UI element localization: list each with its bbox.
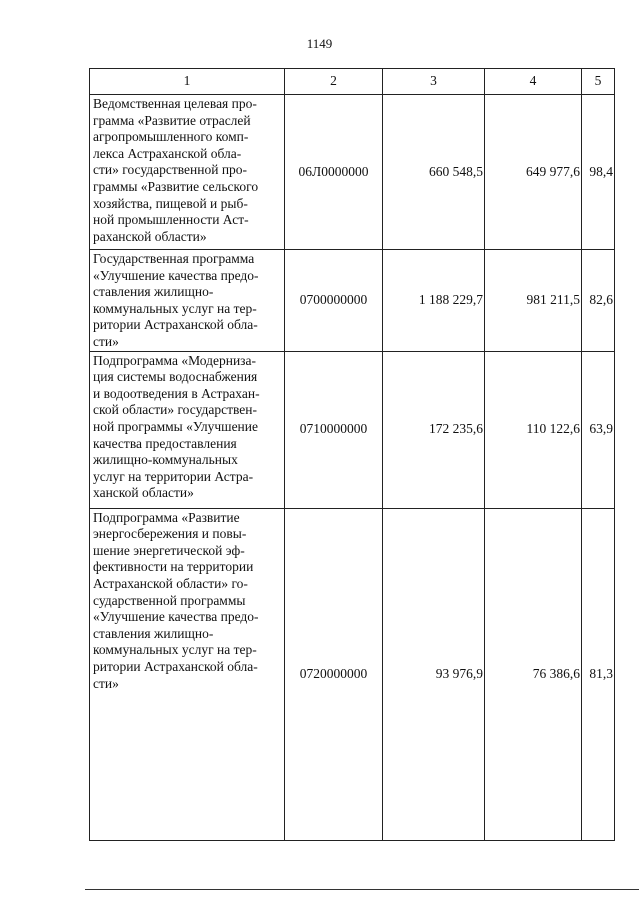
program-name-line: энергосбережения и повы-: [93, 526, 247, 542]
program-name-line: ритории Астраханской обла-: [93, 317, 258, 333]
program-name-line: граммы «Развитие сельского: [93, 178, 259, 194]
program-name-line: Астраханской области» го-: [93, 575, 248, 591]
program-code-cell: 0720000000: [285, 508, 383, 840]
program-code-cell: 06Л0000000: [285, 95, 383, 250]
header-cell-4: 4: [485, 69, 582, 95]
program-name-line: ция системы водоснабжения: [93, 369, 258, 385]
program-name-line: Ведомственная целевая про-: [93, 96, 257, 111]
program-name-line: Подпрограмма «Развитие: [93, 509, 240, 525]
program-name-line: «Улучшение качества предо-: [93, 609, 259, 625]
program-name-line: коммунальных услуг на тер-: [93, 642, 257, 658]
header-cell-1: 1: [90, 69, 285, 95]
percent-cell: 63,9: [582, 351, 615, 508]
amount-col4-cell: 981 211,5: [485, 250, 582, 352]
amount-col3-cell: 660 548,5: [383, 95, 485, 250]
budget-table: [89, 68, 615, 841]
program-name-line: ной программы «Улучшение: [93, 418, 258, 434]
program-name-cell: [90, 95, 285, 250]
amount-col4-cell: 110 122,6: [485, 351, 582, 508]
header-cell-2: 2: [285, 69, 383, 95]
program-name-line: ханской области»: [93, 485, 194, 501]
table-header-row: [90, 69, 615, 95]
program-name-cell: [90, 508, 285, 840]
program-name-line: агропромышленного комп-: [93, 129, 249, 145]
program-name-line: шение энергетической эф-: [93, 542, 245, 558]
program-name-line: услуг на территории Астра-: [93, 468, 254, 484]
program-name-cell: [90, 351, 285, 508]
program-name-line: раханской области»: [93, 228, 207, 244]
program-name-line: качества предоставления: [93, 435, 237, 451]
percent-cell: 82,6: [582, 250, 615, 352]
amount-col4-cell: 76 386,6: [485, 508, 582, 840]
program-name-line: «Улучшение качества предо-: [93, 267, 259, 283]
table-row: [90, 250, 615, 352]
page-bottom-rule: [85, 889, 639, 890]
amount-col3-cell: 1 188 229,7: [383, 250, 485, 352]
header-cell-3: 3: [383, 69, 485, 95]
program-name-line: коммунальных услуг на тер-: [93, 300, 257, 316]
program-name-line: ритории Астраханской обла-: [93, 658, 258, 674]
percent-cell: 81,3: [582, 508, 615, 840]
program-name-line: грамма «Развитие отраслей: [93, 112, 251, 128]
amount-col3-cell: 172 235,6: [383, 351, 485, 508]
program-name-line: хозяйства, пищевой и рыб-: [93, 195, 248, 211]
program-name-line: сударственной программы: [93, 592, 246, 608]
program-name-line: ставления жилищно-: [93, 284, 214, 300]
program-name-line: Подпрограмма «Модерниза-: [93, 352, 257, 368]
table-row: [90, 508, 615, 840]
program-name-line: и водоотведения в Астрахан-: [93, 385, 260, 401]
amount-col3-cell: 93 976,9: [383, 508, 485, 840]
program-name-line: ставления жилищно-: [93, 625, 214, 641]
table-row: [90, 95, 615, 250]
page-number: 1149: [306, 36, 333, 51]
program-name-line: ной промышленности Аст-: [93, 212, 249, 228]
program-name-line: фективности на территории: [93, 559, 254, 575]
program-name-line: сти»: [93, 333, 119, 349]
program-name-line: сти»: [93, 675, 119, 691]
header-cell-5: 5: [582, 69, 615, 95]
program-code-cell: 0710000000: [285, 351, 383, 508]
program-name-line: Государственная программа: [93, 251, 255, 266]
program-name-cell: [90, 250, 285, 352]
amount-col4-cell: 649 977,6: [485, 95, 582, 250]
program-name-line: лекса Астраханской обла-: [93, 145, 242, 161]
table-row: [90, 351, 615, 508]
program-code-cell: 0700000000: [285, 250, 383, 352]
percent-cell: 98,4: [582, 95, 615, 250]
program-name-line: ской области» государствен-: [93, 402, 257, 418]
program-name-line: жилищно-коммунальных: [93, 452, 238, 468]
program-name-line: сти» государственной про-: [93, 162, 248, 178]
